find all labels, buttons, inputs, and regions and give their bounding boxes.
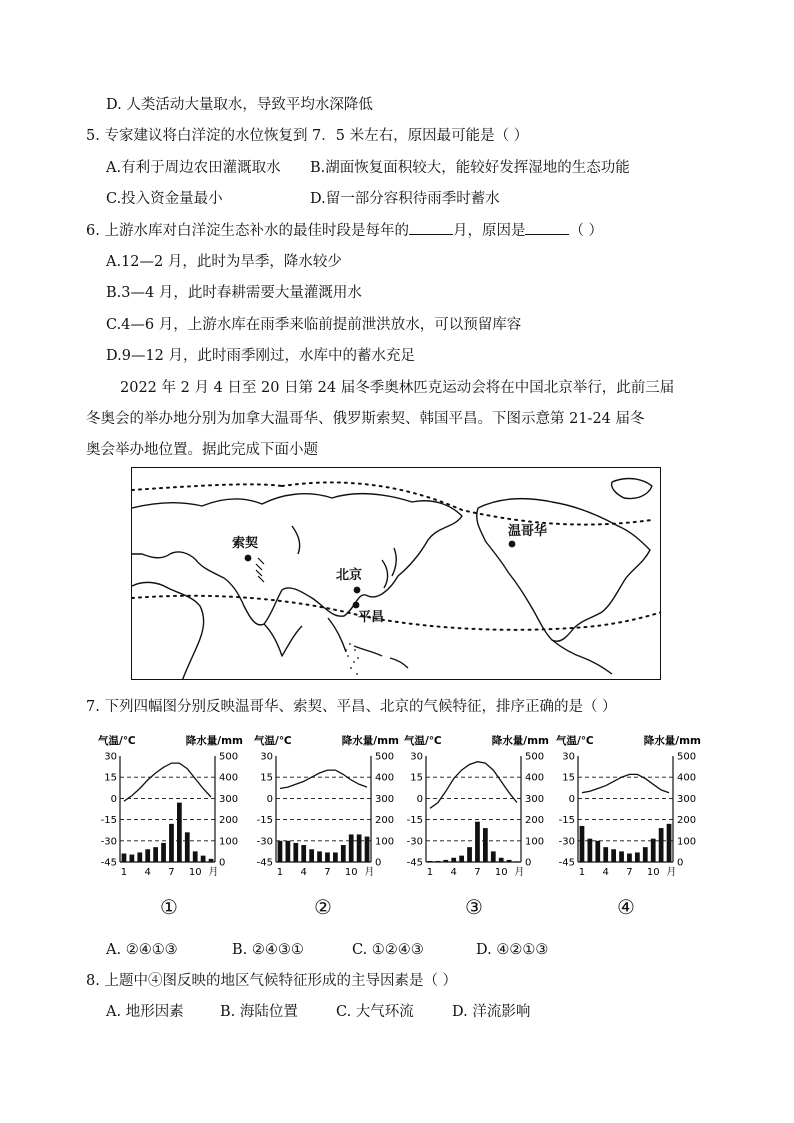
temp-tick-label: -30 bbox=[406, 836, 423, 848]
precip-bar bbox=[459, 856, 464, 862]
precip-bar bbox=[137, 852, 142, 862]
month-tick-label: 1 bbox=[578, 867, 586, 878]
month-tick-label: 4 bbox=[300, 867, 307, 878]
month-tick-label: 1 bbox=[426, 867, 434, 878]
q6-option-a[interactable]: A.12—2 月，此时为旱季，降水较少 bbox=[106, 254, 342, 270]
chart-label-2: ② bbox=[314, 895, 332, 919]
precip-tick-label: 100 bbox=[525, 836, 545, 848]
q5-option-c[interactable]: C.投入资金量最小 bbox=[106, 191, 223, 207]
precip-bar bbox=[317, 851, 322, 862]
precip-tick-label: 400 bbox=[677, 772, 697, 784]
month-tick-label: 月 bbox=[364, 867, 375, 878]
month-tick-label: 月 bbox=[514, 867, 525, 878]
precip-tick-label: 500 bbox=[375, 751, 395, 763]
climate-chart-2 bbox=[254, 732, 399, 882]
q4-option-d: D. 人类活动大量取水，导致平均水深降低 bbox=[106, 97, 373, 113]
precip-bar bbox=[122, 854, 127, 862]
q7-option-b[interactable]: B. ②④③① bbox=[232, 942, 304, 958]
precip-bar bbox=[193, 851, 198, 862]
month-tick-label: 7 bbox=[324, 867, 331, 878]
temperature-line bbox=[124, 763, 211, 801]
answer-blank[interactable] bbox=[525, 220, 569, 235]
precip-bar bbox=[667, 824, 672, 862]
precip-bar bbox=[595, 841, 600, 862]
temp-tick-label: 15 bbox=[410, 772, 423, 784]
world-map-drawing bbox=[132, 468, 661, 680]
right-axis-title: 降水量/mm bbox=[185, 735, 243, 747]
climate-chart-3 bbox=[404, 732, 549, 882]
temp-tick-label: -45 bbox=[558, 857, 575, 869]
q7-option-c[interactable]: C. ①②④③ bbox=[352, 942, 424, 958]
precip-bar bbox=[293, 843, 298, 862]
right-axis-title: 降水量/mm bbox=[491, 735, 549, 747]
precip-tick-label: 300 bbox=[219, 793, 239, 805]
passage-line-2: 冬奥会的举办地分别为加拿大温哥华、俄罗斯索契、韩国平昌。下图示意第 21-24 届冬 bbox=[86, 411, 645, 427]
precip-bar bbox=[278, 841, 283, 862]
precip-tick-label: 0 bbox=[677, 857, 684, 869]
precip-bar bbox=[301, 845, 306, 862]
precip-bar bbox=[325, 852, 330, 862]
precip-tick-label: 400 bbox=[525, 772, 545, 784]
precip-bar bbox=[499, 858, 504, 862]
precip-bar bbox=[161, 843, 166, 862]
precip-bar bbox=[651, 839, 656, 862]
month-tick-label: 10 bbox=[344, 867, 358, 878]
q6-option-c[interactable]: C.4—6 月，上游水库在雨季来临前提前泄洪放水，可以预留库容 bbox=[106, 317, 522, 333]
temperature-line bbox=[280, 770, 367, 788]
precip-bar bbox=[643, 847, 648, 862]
right-axis-title: 降水量/mm bbox=[643, 735, 701, 747]
q8-option-a[interactable]: A. 地形因素 bbox=[106, 1004, 184, 1020]
temp-tick-label: -30 bbox=[558, 836, 575, 848]
chart-label-1: ① bbox=[160, 895, 178, 919]
q8-option-d[interactable]: D. 洋流影响 bbox=[452, 1004, 531, 1020]
precip-tick-label: 100 bbox=[375, 836, 395, 848]
temp-tick-label: -45 bbox=[406, 857, 423, 869]
precip-tick-label: 200 bbox=[219, 815, 239, 827]
q7-option-a[interactable]: A. ②④①③ bbox=[106, 942, 178, 958]
temp-tick-label: -15 bbox=[558, 815, 575, 827]
label-vancouver: 温哥华 bbox=[508, 524, 548, 539]
precip-bar bbox=[145, 849, 150, 862]
temp-tick-label: 15 bbox=[104, 772, 117, 784]
precip-bar bbox=[436, 861, 441, 862]
month-tick-label: 4 bbox=[602, 867, 609, 878]
temp-tick-label: -30 bbox=[100, 836, 117, 848]
temp-tick-label: 0 bbox=[568, 793, 575, 805]
precip-bar bbox=[588, 839, 593, 862]
precip-bar bbox=[619, 851, 624, 862]
q6-option-b[interactable]: B.3—4 月，此时春耕需要大量灌溉用水 bbox=[106, 285, 362, 301]
precip-tick-label: 200 bbox=[375, 815, 395, 827]
precip-tick-label: 300 bbox=[525, 793, 545, 805]
precip-bar bbox=[451, 858, 456, 862]
precip-tick-label: 400 bbox=[219, 772, 239, 784]
chart-label-3: ③ bbox=[465, 895, 483, 919]
precip-tick-label: 300 bbox=[375, 793, 395, 805]
precip-bar bbox=[515, 861, 520, 862]
precip-bar bbox=[580, 826, 585, 862]
temp-tick-label: -45 bbox=[100, 857, 117, 869]
month-tick-label: 7 bbox=[474, 867, 481, 878]
chart-label-4: ④ bbox=[617, 895, 635, 919]
world-map bbox=[131, 467, 661, 680]
label-pyeongchang: 平昌 bbox=[358, 610, 385, 625]
precip-bar bbox=[627, 854, 632, 862]
temp-tick-label: -30 bbox=[256, 836, 273, 848]
month-tick-label: 月 bbox=[666, 867, 677, 878]
precip-bar bbox=[201, 856, 206, 862]
temp-tick-label: 30 bbox=[410, 751, 423, 763]
temp-tick-label: 30 bbox=[260, 751, 273, 763]
temp-tick-label: 0 bbox=[416, 793, 423, 805]
passage-line-1: 2022 年 2 月 4 日至 20 日第 24 届冬季奥林匹克运动会将在中国北京举行，此前三届 bbox=[120, 380, 675, 396]
month-tick-label: 4 bbox=[144, 867, 151, 878]
precip-tick-label: 500 bbox=[525, 751, 545, 763]
month-tick-label: 1 bbox=[276, 867, 284, 878]
precip-bar bbox=[153, 847, 158, 862]
climate-chart-svg bbox=[404, 732, 549, 882]
q8-stem: 8. 上题中④图反映的地区气候特征形成的主导因素是（ ） bbox=[86, 973, 458, 989]
precip-bar bbox=[341, 845, 346, 862]
q5-stem: 5. 专家建议将白洋淀的水位恢复到 7．5 米左右，原因最可能是（ ） bbox=[86, 128, 529, 144]
precip-tick-label: 0 bbox=[219, 857, 226, 869]
precip-bar bbox=[603, 847, 608, 862]
precip-tick-label: 100 bbox=[677, 836, 697, 848]
precip-bar bbox=[443, 860, 448, 862]
precip-tick-label: 500 bbox=[219, 751, 239, 763]
precip-bar bbox=[185, 832, 190, 862]
precip-bar bbox=[475, 822, 480, 862]
right-axis-title: 降水量/mm bbox=[341, 735, 399, 747]
month-tick-label: 4 bbox=[450, 867, 457, 878]
temp-tick-label: -15 bbox=[406, 815, 423, 827]
q6-stem-part3: （ ） bbox=[569, 223, 604, 239]
q6-option-d[interactable]: D.9—12 月，此时雨季刚过，水库中的蓄水充足 bbox=[106, 348, 416, 364]
precip-bar bbox=[333, 852, 338, 862]
precip-bar bbox=[659, 828, 664, 862]
month-tick-label: 月 bbox=[208, 867, 219, 878]
precip-bar bbox=[286, 841, 291, 862]
temp-tick-label: -45 bbox=[256, 857, 273, 869]
precip-bar bbox=[491, 851, 496, 862]
precip-bar bbox=[483, 828, 488, 862]
temp-tick-label: -15 bbox=[100, 815, 117, 827]
precip-bar bbox=[209, 859, 214, 862]
q7-option-d[interactable]: D. ④②①③ bbox=[476, 942, 549, 958]
passage-line-3: 奥会举办地位置。据此完成下面小题 bbox=[86, 442, 318, 458]
precip-bar bbox=[365, 837, 370, 862]
precip-bar bbox=[169, 824, 174, 862]
label-sochi: 索契 bbox=[232, 536, 259, 551]
q7-stem: 7. 下列四幅图分别反映温哥华、索契、平昌、北京的气候特征，排序正确的是（ ） bbox=[86, 699, 617, 715]
climate-chart-svg bbox=[254, 732, 399, 882]
q8-option-b[interactable]: B. 海陆位置 bbox=[220, 1004, 298, 1020]
precip-tick-label: 300 bbox=[677, 793, 697, 805]
precip-bar bbox=[130, 855, 135, 862]
climate-chart-4 bbox=[556, 732, 701, 882]
month-tick-label: 10 bbox=[494, 867, 508, 878]
left-axis-title: 气温/℃ bbox=[254, 735, 292, 747]
temp-tick-label: 15 bbox=[260, 772, 273, 784]
label-beijing: 北京 bbox=[336, 568, 363, 583]
precip-bar bbox=[428, 861, 433, 862]
month-tick-label: 7 bbox=[168, 867, 175, 878]
precip-tick-label: 0 bbox=[375, 857, 382, 869]
temp-tick-label: -15 bbox=[256, 815, 273, 827]
left-axis-title: 气温/℃ bbox=[98, 735, 136, 747]
precip-bar bbox=[357, 834, 362, 862]
temp-tick-label: 30 bbox=[104, 751, 117, 763]
q5-option-a[interactable]: A.有利于周边农田灌溉取水 bbox=[106, 160, 281, 176]
left-axis-title: 气温/℃ bbox=[404, 735, 442, 747]
q5-option-b[interactable]: B.湖面恢复面积较大，能较好发挥湿地的生态功能 bbox=[310, 160, 630, 176]
q6-stem-part1: 6. 上游水库对白洋淀生态补水的最佳时段是每年的 bbox=[86, 223, 409, 239]
precip-bar bbox=[309, 849, 314, 862]
temp-tick-label: 15 bbox=[562, 772, 575, 784]
precip-bar bbox=[611, 849, 616, 862]
precip-tick-label: 0 bbox=[525, 857, 532, 869]
temp-tick-label: 0 bbox=[266, 793, 273, 805]
month-tick-label: 10 bbox=[646, 867, 660, 878]
left-axis-title: 气温/℃ bbox=[556, 735, 594, 747]
answer-blank[interactable] bbox=[409, 220, 453, 235]
temperature-line bbox=[430, 762, 517, 809]
month-tick-label: 10 bbox=[188, 867, 202, 878]
precip-tick-label: 200 bbox=[677, 815, 697, 827]
month-tick-label: 7 bbox=[626, 867, 633, 878]
temp-tick-label: 30 bbox=[562, 751, 575, 763]
month-tick-label: 1 bbox=[120, 867, 128, 878]
precip-tick-label: 200 bbox=[525, 815, 545, 827]
climate-chart-svg bbox=[556, 732, 701, 882]
precip-tick-label: 100 bbox=[219, 836, 239, 848]
q5-option-d[interactable]: D.留一部分容积待雨季时蓄水 bbox=[310, 191, 500, 207]
temp-tick-label: 0 bbox=[110, 793, 117, 805]
climate-chart-svg bbox=[98, 732, 243, 882]
q8-option-c[interactable]: C. 大气环流 bbox=[336, 1004, 414, 1020]
precip-tick-label: 400 bbox=[375, 772, 395, 784]
precip-tick-label: 500 bbox=[677, 751, 697, 763]
climate-chart-1 bbox=[98, 732, 243, 882]
precip-bar bbox=[349, 834, 354, 862]
q6-stem bbox=[86, 220, 603, 241]
precip-bar bbox=[177, 803, 182, 862]
precip-bar bbox=[467, 847, 472, 862]
q6-stem-part2: 月，原因是 bbox=[452, 223, 526, 239]
precip-bar bbox=[635, 852, 640, 862]
precip-bar bbox=[507, 860, 512, 862]
